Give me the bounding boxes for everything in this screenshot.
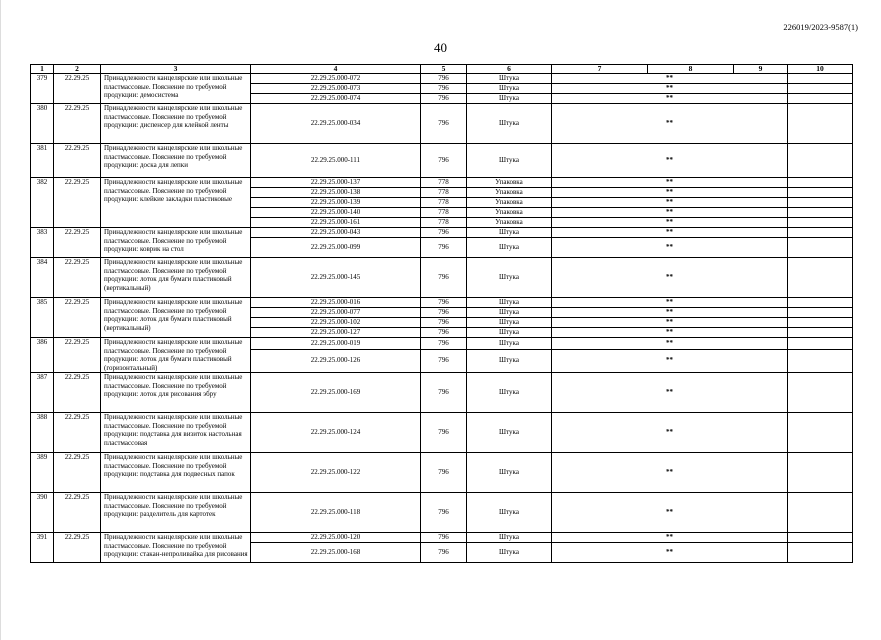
empty-cell [788,533,853,543]
availability-mark: ** [552,198,788,208]
okpd-code: 22.29.25 [54,338,101,373]
unit-name: Упаковка [467,188,552,198]
table-row [31,453,853,493]
okpd-code: 22.29.25 [54,373,101,413]
row-number: 389 [31,453,54,493]
okei-code: 796 [421,543,467,563]
table-row [31,338,853,350]
okpd-code: 22.29.25 [54,453,101,493]
table-row [31,493,853,533]
empty-cell [788,543,853,563]
availability-mark: ** [552,308,788,318]
availability-mark: ** [552,453,788,493]
availability-mark: ** [552,413,788,453]
okei-code: 796 [421,228,467,238]
empty-cell [788,373,853,413]
unit-name: Штука [467,453,552,493]
empty-cell [788,349,853,372]
ktru-code: 22.29.25.000-169 [251,373,421,413]
okpd-code: 22.29.25 [54,258,101,298]
product-description: Принадлежности канцелярские или школьные пластмассовые. Пояснение по требуемой продукции: демосистема [101,74,251,104]
empty-cell [788,258,853,298]
unit-name: Штука [467,373,552,413]
ktru-code: 22.29.25.000-118 [251,493,421,533]
scan-edge [0,0,1,640]
availability-mark: ** [552,298,788,308]
product-description: Принадлежности канцелярские или школьные пластмассовые. Пояснение по требуемой продукции: доска для лепки [101,144,251,178]
okei-code: 796 [421,373,467,413]
availability-mark: ** [552,533,788,543]
column-header: 2 [54,65,101,74]
empty-cell [788,218,853,228]
empty-cell [788,308,853,318]
unit-name: Упаковка [467,198,552,208]
table-row [31,228,853,238]
product-description: Принадлежности канцелярские или школьные пластмассовые. Пояснение по требуемой продукции: стакан-непроливайка для рисования [101,533,251,563]
okei-code: 796 [421,258,467,298]
column-header: 6 [467,65,552,74]
unit-name: Штука [467,258,552,298]
unit-name: Штука [467,144,552,178]
ktru-code: 22.29.25.000-124 [251,413,421,453]
okei-code: 796 [421,318,467,328]
ktru-code: 22.29.25.000-019 [251,338,421,350]
empty-cell [788,413,853,453]
column-header: 8 [648,65,734,74]
empty-cell [788,74,853,84]
availability-mark: ** [552,338,788,350]
table-row [31,104,853,144]
availability-mark: ** [552,84,788,94]
availability-mark: ** [552,228,788,238]
availability-mark: ** [552,328,788,338]
product-description: Принадлежности канцелярские или школьные пластмассовые. Пояснение по требуемой продукции: коврик на стол [101,228,251,258]
product-description: Принадлежности канцелярские или школьные пластмассовые. Пояснение по требуемой продукции: лоток для бумаги пластиковый (горизонтальный) [101,338,251,373]
table-body [31,74,853,563]
okpd-code: 22.29.25 [54,228,101,258]
okei-code: 796 [421,104,467,144]
empty-cell [788,198,853,208]
empty-cell [788,238,853,258]
okei-code: 796 [421,144,467,178]
availability-mark: ** [552,144,788,178]
ktru-code: 22.29.25.000-099 [251,238,421,258]
okei-code: 778 [421,198,467,208]
column-header: 10 [788,65,853,74]
availability-mark: ** [552,349,788,372]
ktru-code: 22.29.25.000-140 [251,208,421,218]
empty-cell [788,493,853,533]
availability-mark: ** [552,208,788,218]
okei-code: 778 [421,208,467,218]
table-row [31,178,853,188]
unit-name: Упаковка [467,178,552,188]
availability-mark: ** [552,238,788,258]
ktru-code: 22.29.25.000-016 [251,298,421,308]
unit-name: Штука [467,298,552,308]
row-number: 382 [31,178,54,228]
okei-code: 796 [421,413,467,453]
ktru-code: 22.29.25.000-111 [251,144,421,178]
unit-name: Штука [467,318,552,328]
row-number: 383 [31,228,54,258]
okei-code: 796 [421,493,467,533]
ktru-code: 22.29.25.000-137 [251,178,421,188]
availability-mark: ** [552,218,788,228]
okei-code: 796 [421,84,467,94]
unit-name: Штука [467,238,552,258]
okei-code: 796 [421,349,467,372]
unit-name: Штука [467,228,552,238]
table-row [31,533,853,543]
okpd-code: 22.29.25 [54,144,101,178]
products-table [30,64,853,563]
okpd-code: 22.29.25 [54,104,101,144]
okpd-code: 22.29.25 [54,178,101,228]
ktru-code: 22.29.25.000-122 [251,453,421,493]
product-description: Принадлежности канцелярские или школьные пластмассовые. Пояснение по требуемой продукции: подставка для подвесных папок [101,453,251,493]
column-header: 9 [734,65,788,74]
column-header: 5 [421,65,467,74]
unit-name: Штука [467,308,552,318]
availability-mark: ** [552,373,788,413]
row-number: 380 [31,104,54,144]
ktru-code: 22.29.25.000-043 [251,228,421,238]
ktru-code: 22.29.25.000-138 [251,188,421,198]
empty-cell [788,228,853,238]
row-number: 386 [31,338,54,373]
empty-cell [788,104,853,144]
product-description: Принадлежности канцелярские или школьные пластмассовые. Пояснение по требуемой продукции: лоток для бумаги пластиковый (вертикальный) [101,258,251,298]
unit-name: Штука [467,94,552,104]
product-description: Принадлежности канцелярские или школьные пластмассовые. Пояснение по требуемой продукции: лоток для бумаги пластиковый (вертикальный) [101,298,251,338]
ktru-code: 22.29.25.000-139 [251,198,421,208]
empty-cell [788,188,853,198]
ktru-code: 22.29.25.000-161 [251,218,421,228]
empty-cell [788,144,853,178]
table-row [31,74,853,84]
ktru-code: 22.29.25.000-126 [251,349,421,372]
availability-mark: ** [552,543,788,563]
unit-name: Штука [467,84,552,94]
product-description: Принадлежности канцелярские или школьные пластмассовые. Пояснение по требуемой продукции: подставка для визиток настольная пластмассовая [101,413,251,453]
okei-code: 796 [421,453,467,493]
column-header: 4 [251,65,421,74]
empty-cell [788,328,853,338]
availability-mark: ** [552,318,788,328]
ktru-code: 22.29.25.000-034 [251,104,421,144]
okei-code: 796 [421,338,467,350]
column-number-row [31,65,853,74]
product-description: Принадлежности канцелярские или школьные пластмассовые. Пояснение по требуемой продукции: клейкие закладки пластиковые [101,178,251,228]
okei-code: 796 [421,298,467,308]
okei-code: 796 [421,533,467,543]
availability-mark: ** [552,493,788,533]
table-row [31,144,853,178]
ktru-code: 22.29.25.000-120 [251,533,421,543]
product-description: Принадлежности канцелярские или школьные пластмассовые. Пояснение по требуемой продукции: лоток для рисования эбру [101,373,251,413]
ktru-code: 22.29.25.000-077 [251,308,421,318]
page-number: 40 [434,40,447,55]
okei-code: 796 [421,238,467,258]
okpd-code: 22.29.25 [54,413,101,453]
availability-mark: ** [552,94,788,104]
availability-mark: ** [552,188,788,198]
unit-name: Штука [467,543,552,563]
row-number: 379 [31,74,54,104]
ktru-code: 22.29.25.000-073 [251,84,421,94]
okei-code: 796 [421,308,467,318]
availability-mark: ** [552,178,788,188]
unit-name: Штука [467,533,552,543]
unit-name: Штука [467,74,552,84]
empty-cell [788,208,853,218]
unit-name: Упаковка [467,208,552,218]
unit-name: Упаковка [467,218,552,228]
row-number: 387 [31,373,54,413]
empty-cell [788,318,853,328]
okei-code: 778 [421,178,467,188]
unit-name: Штука [467,328,552,338]
availability-mark: ** [552,258,788,298]
ktru-code: 22.29.25.000-127 [251,328,421,338]
ktru-code: 22.29.25.000-145 [251,258,421,298]
okpd-code: 22.29.25 [54,74,101,104]
ktru-code: 22.29.25.000-168 [251,543,421,563]
document-reference: 226019/2023-9587(1) [783,22,858,32]
ktru-code: 22.29.25.000-074 [251,94,421,104]
empty-cell [788,84,853,94]
product-description: Принадлежности канцелярские или школьные пластмассовые. Пояснение по требуемой продукции: диспенсер для клейкой ленты [101,104,251,144]
empty-cell [788,298,853,308]
row-number: 384 [31,258,54,298]
column-header: 7 [552,65,648,74]
okei-code: 778 [421,188,467,198]
empty-cell [788,338,853,350]
okei-code: 796 [421,94,467,104]
unit-name: Штука [467,349,552,372]
unit-name: Штука [467,104,552,144]
unit-name: Штука [467,338,552,350]
table-row [31,298,853,308]
table-row [31,413,853,453]
empty-cell [788,453,853,493]
column-header: 3 [101,65,251,74]
empty-cell [788,94,853,104]
row-number: 381 [31,144,54,178]
okei-code: 796 [421,74,467,84]
availability-mark: ** [552,104,788,144]
availability-mark: ** [552,74,788,84]
row-number: 388 [31,413,54,453]
row-number: 385 [31,298,54,338]
row-number: 390 [31,493,54,533]
table-row [31,258,853,298]
column-header: 1 [31,65,54,74]
okei-code: 778 [421,218,467,228]
okpd-code: 22.29.25 [54,298,101,338]
okpd-code: 22.29.25 [54,493,101,533]
table-row [31,373,853,413]
empty-cell [788,178,853,188]
ktru-code: 22.29.25.000-072 [251,74,421,84]
row-number: 391 [31,533,54,563]
okei-code: 796 [421,328,467,338]
ktru-code: 22.29.25.000-102 [251,318,421,328]
unit-name: Штука [467,493,552,533]
unit-name: Штука [467,413,552,453]
product-description: Принадлежности канцелярские или школьные пластмассовые. Пояснение по требуемой продукции: разделитель для картотек [101,493,251,533]
okpd-code: 22.29.25 [54,533,101,563]
